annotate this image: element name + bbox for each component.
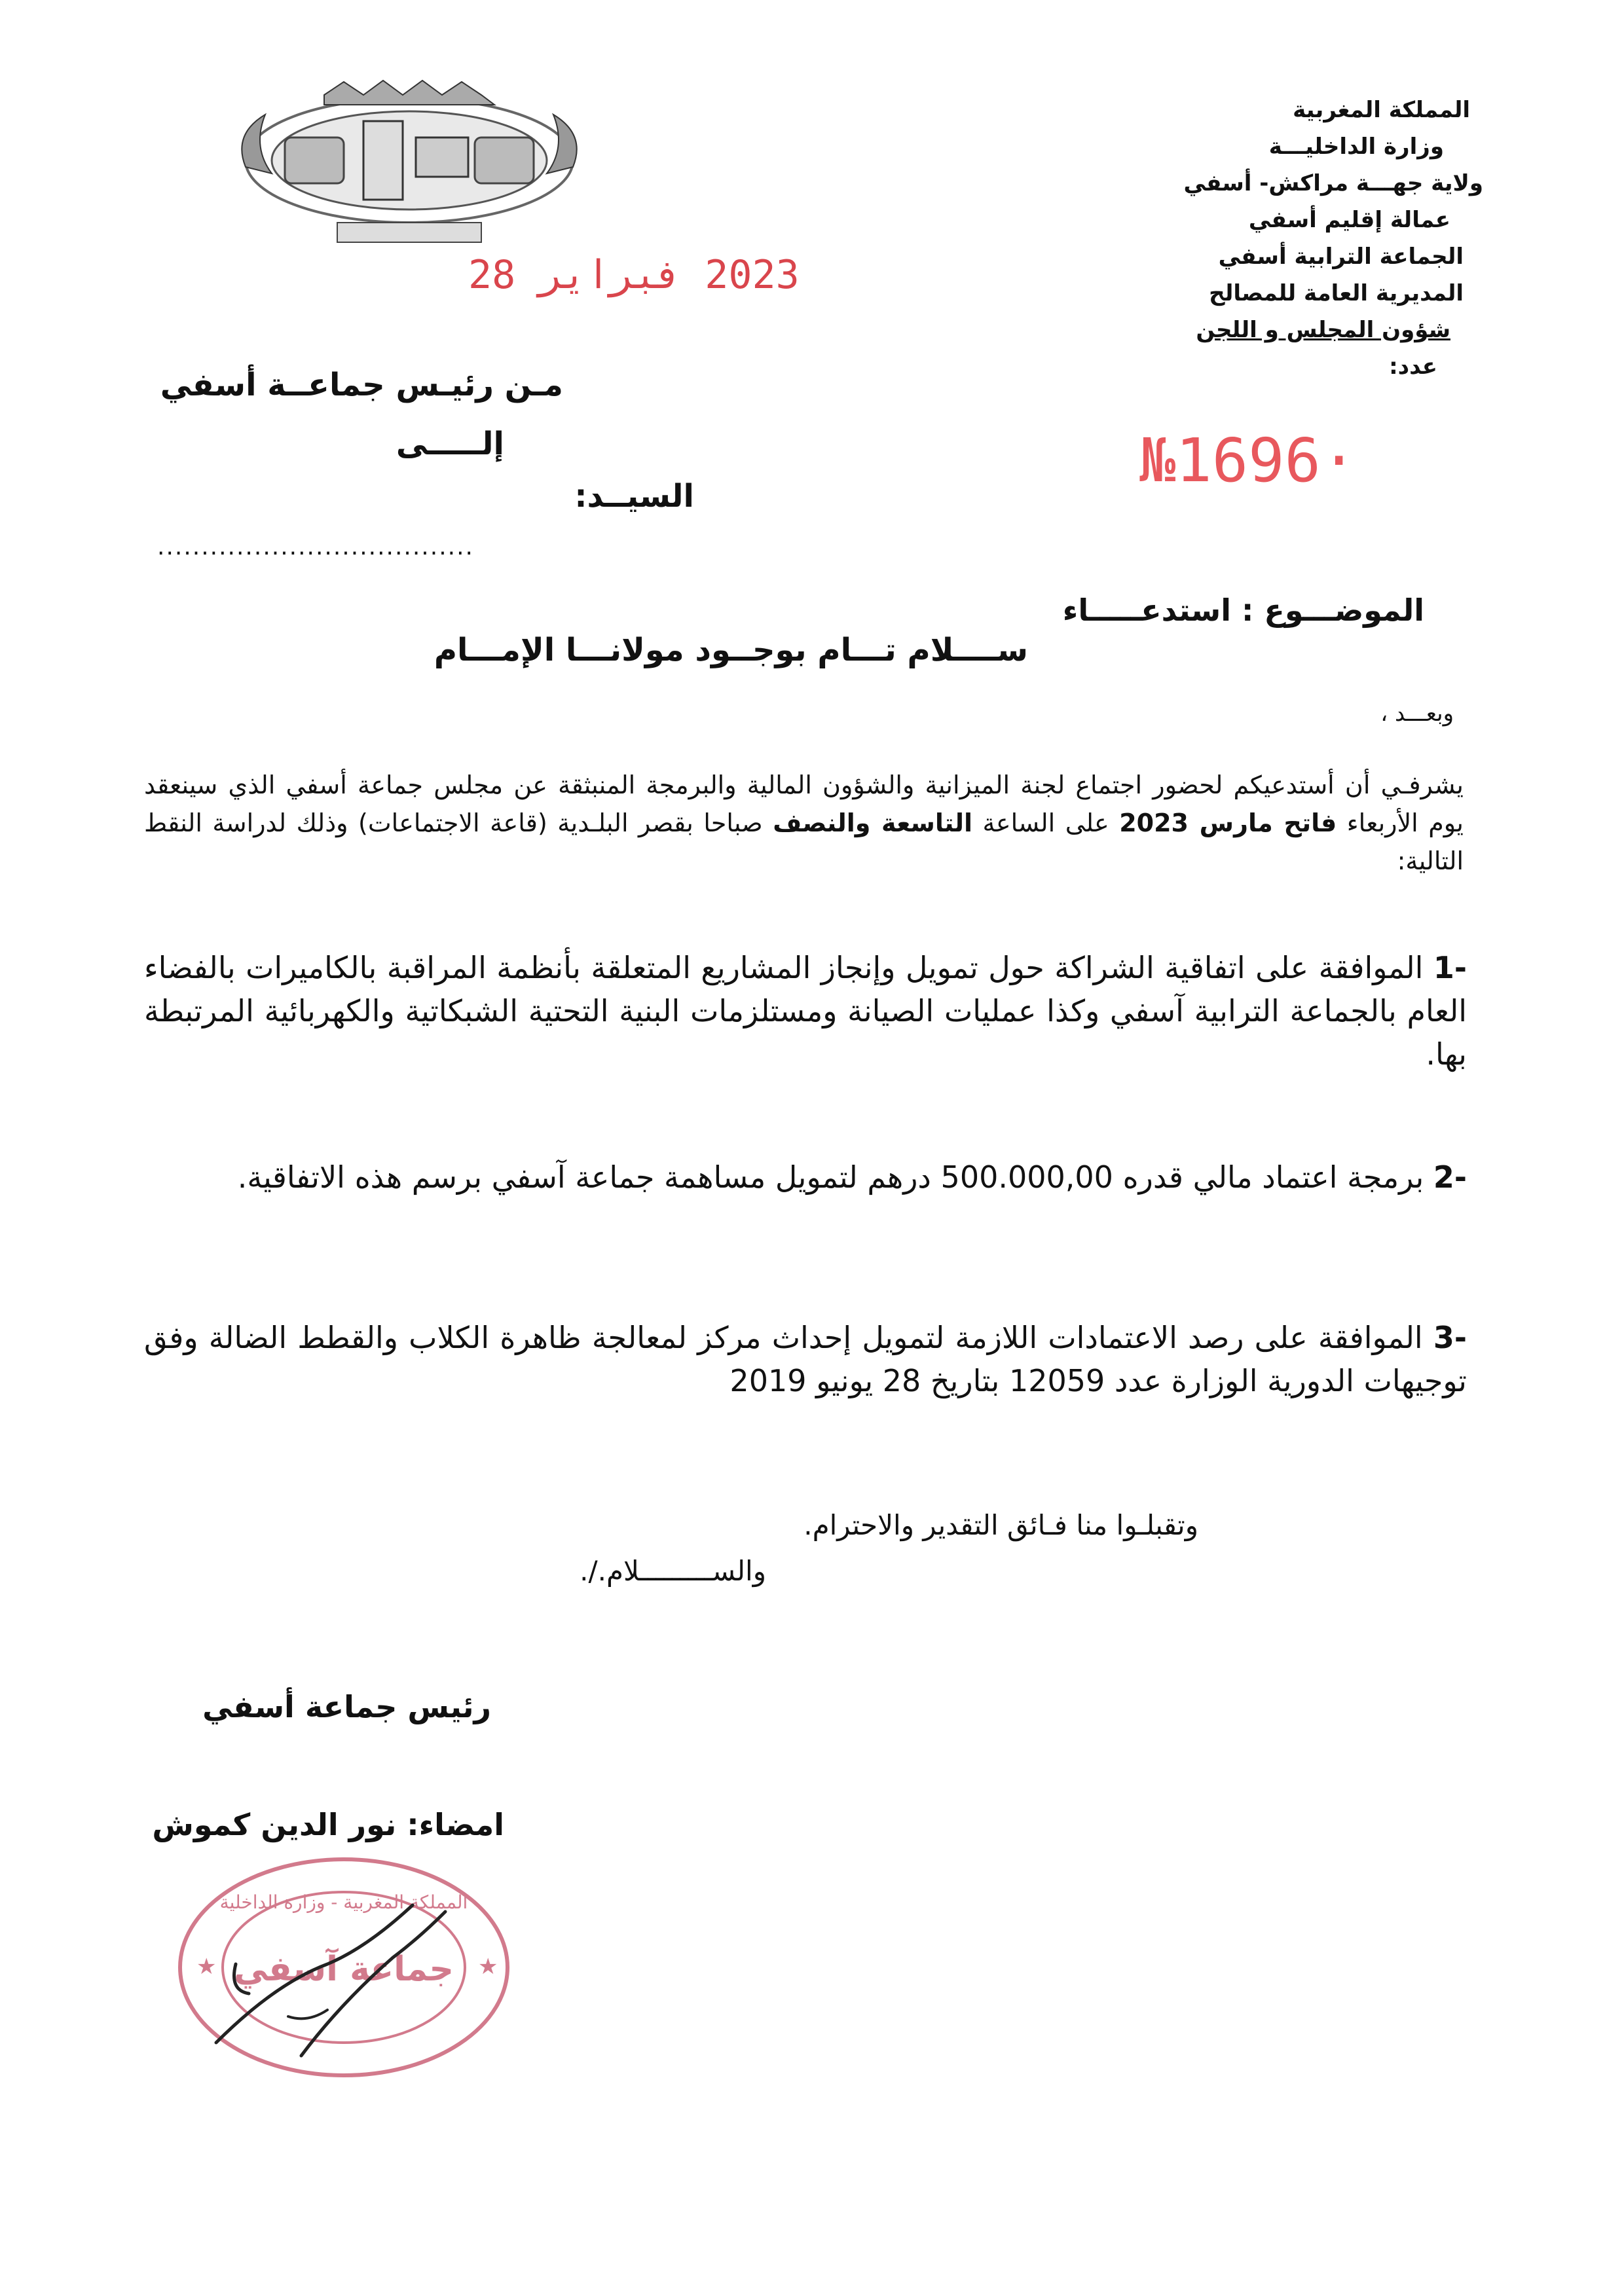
header-block [1012,92,1483,385]
recipient-dots: .................................... [157,534,474,560]
header-line-directorate: المديرية العامة للمصالح [1209,280,1464,306]
agenda-item-number: -1 [1433,950,1467,985]
agenda-item-text: برمجة اعتماد مالي قدره 500.000,00 درهم لتمويل مساهمة جماعة آسفي برسم هذه الاتفاقية. [237,1159,1433,1195]
to-line: إلـــــى [396,426,504,462]
agenda-item-2 [144,1156,1467,1199]
greeting-line: ســــلام تـــام بوجــود مولانـــا الإمـــام [434,632,1028,668]
agenda-item-number: -2 [1433,1159,1467,1195]
signatory-title: رئيس جماعة أسفي [202,1689,491,1724]
header-line-ministry: وزارة الداخليـــة [1268,134,1444,160]
number-stamp: №1696· [1139,426,1357,496]
seal-ring-text: المملكة المغربية - وزارة الداخلية [219,1891,468,1913]
intro-date: فاتح مارس 2023 [1119,809,1337,837]
agenda-item-3 [144,1316,1467,1402]
intro-time: التاسعة والنصف [773,809,972,837]
agenda-item-1 [144,946,1467,1076]
header-line-province: عمالة إقليم أسفي [1248,207,1450,233]
header-line-number: عدد: [1389,354,1437,380]
intro-text-2: على الساعة [972,809,1120,837]
intro-text-1: يشرفـي أن أستدعيكم لحضور اجتماع لجنة الميزانية والشؤون المالية والبرمجة المنبثقة عن مجلس جماعة أسفي الذي سينعقد يوم الأربعاء [144,771,1464,837]
header-line-kingdom: المملكة المغربية [1293,97,1470,123]
agenda-item-text: الموافقة على رصد الاعتمادات اللازمة لتمويل إحداث مركز لمعالجة ظاهرة الكلاب والقطط الضالة وفق توجيهات الدورية الوزارة عدد 12059 بتاريخ 28 يونيو 2019 [144,1320,1467,1398]
intro-text-3: صباحا بقصر البلـدية (قاعة الاجتماعات) وذلك لدراسة النقط التالية: [144,809,1464,875]
header-line-council-affairs: شؤون المجلس و اللجن [1196,317,1450,343]
seal-center-text: جماعة آسفي [233,1950,454,1989]
date-stamp: 2023 فبراير 28 [468,252,800,298]
closing-salutation: والســـــــــلام./. [580,1555,766,1587]
emblem-logo [226,75,593,255]
handwritten-signature [196,1886,471,2069]
closing-regards: وتقبلـوا منا فـائق التقدير والاحترام. [803,1509,1198,1541]
from-line: مـن رئيـس جماعــة أسفي [160,367,563,403]
svg-text:★: ★ [196,1954,217,1980]
header-line-wilaya: ولاية جهـــة مراكش- أسفي [1183,170,1483,196]
intro-paragraph [144,766,1464,880]
agenda-item-text: الموافقة على اتفاقية الشراكة حول تمويل وإنجاز المشاريع المتعلقة بأنظمة المراقبة بالكاميرات بالفضاء العام بالجماعة الترابية آسفي وكذا عمليات الصيانة ومستلزمات البنية التحتية الشبكاتية والكهربائية المرتبطة بها. [144,950,1467,1072]
header-line-commune: الجماعة الترابية أسفي [1218,244,1464,270]
subject-line: الموضـــوع : استدعـــــاء [1062,592,1424,628]
after-line: وبعـــد ، [1380,701,1454,727]
svg-text:★: ★ [478,1954,498,1980]
mr-label: السيــد: [574,478,694,515]
signatory-name: امضاء: نور الدين كموش [152,1807,504,1842]
agenda-item-number: -3 [1433,1320,1467,1355]
